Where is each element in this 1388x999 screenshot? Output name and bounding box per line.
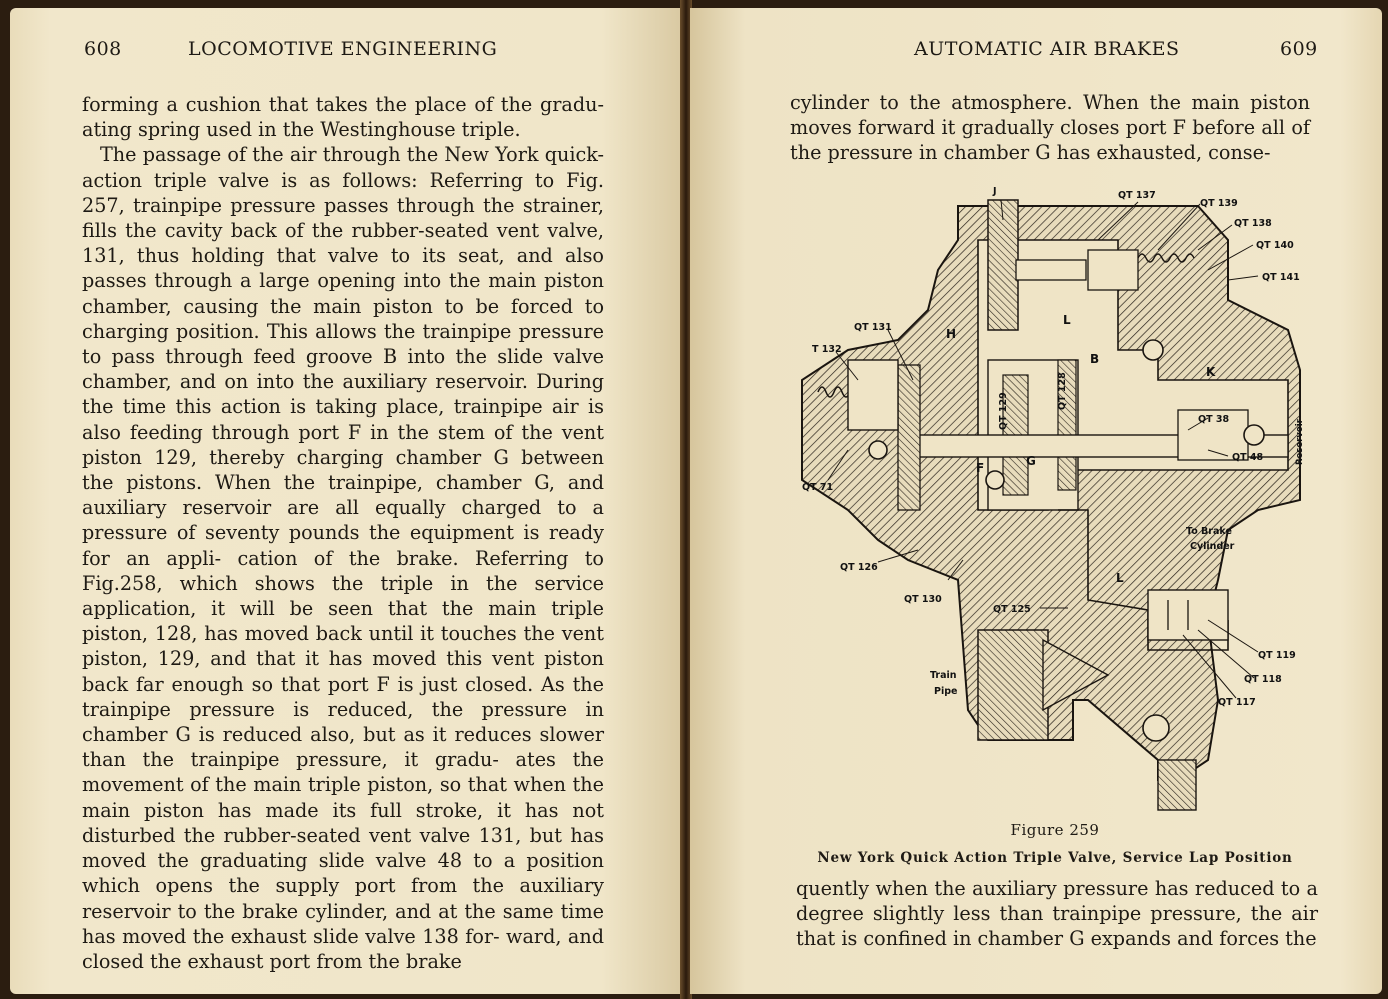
label-qt126: QT 126 [840,562,878,573]
bolt-hole-center [986,471,1004,489]
bolt-hole-bottom [1143,715,1169,741]
right-page [690,8,1382,994]
label-pipe: Pipe [934,686,958,697]
strainer-chamber [848,360,898,430]
left-page [10,8,682,994]
left-body-text [82,92,604,974]
label-reservoir: Reservoir [1295,419,1305,465]
label-g: G [1026,454,1036,468]
label-j: J [993,186,997,197]
label-qt141: QT 141 [1262,272,1300,283]
label-qt138: QT 138 [1234,218,1272,229]
paragraph-2: The passage of the air through the New York quick- action triple valve is as follows: Referring to Fig. 257, trainpipe pressure passes through the strainer, fills the cavity back of the rubber-seated vent valve, 131, thus holding that valve to its seat, and also passes through a large opening into the main piston chamber, causing the main piston to be forced to charging position. This allows the trainpipe pressure to pass through feed groove B into the slide valve chamber, and on into the auxiliary reservoir. During the time this action is taking place, trainpipe air is also feeding through port F in the stem of the vent piston 129, thereby charging chamber G between the pistons. When the trainpipe, chamber G, and auxiliary reservoir are all equally charged to a pressure of seventy pounds the equipment is ready for an appli- cation of the brake. Referring to Fig.258, which shows the triple in the service application, it will be seen that the main triple piston, 128, has moved back until it touches the vent piston, 129, and that it has moved this vent piston back far enough so that port F is just closed. As the trainpipe pressure is reduced, the pressure in chamber G is reduced also, but as it reduces slower than the trainpipe pressure, it gradu- ates the movement of the main triple piston, so that when the main piston has made its full stroke, it has not disturbed the rubber-seated vent valve 131, but has moved the graduating slide valve 48 to a position which opens the supply port from the auxiliary reservoir to the brake cylinder, and at the same time has moved the exhaust slide valve 138 for- ward, and closed the exhaust port from the brake [82,143,604,973]
triple-valve-diagram [788,180,1318,820]
label-qt48: QT 48 [1232,452,1264,463]
bottom-plug [1158,760,1196,810]
piston-rod-top [1016,260,1086,280]
label-qt130: QT 130 [904,594,942,605]
paragraph-1: forming a cushion that takes the place of the gradu- ating spring used in the Westinghouse triple. [82,93,604,142]
label-l-top: L [1063,313,1071,327]
label-qt129: QT 129 [998,392,1009,430]
bolt-hole-top [1143,340,1163,360]
label-qt118: QT 118 [1244,674,1282,685]
trainpipe-fitting [978,630,1048,740]
label-qt128: QT 128 [1057,372,1068,410]
bolt-hole-left [869,441,887,459]
label-l-mid: L [1116,571,1124,585]
label-qt38: QT 38 [1198,414,1230,425]
label-qt125: QT 125 [993,604,1031,615]
label-qt137: QT 137 [1118,190,1156,201]
label-t132: T 132 [812,344,842,355]
vent-valve-131 [898,365,920,510]
label-f: F [976,461,985,475]
left-page-number: 608 [84,38,122,60]
right-running-head: AUTOMATIC AIR BRAKES [914,38,1180,60]
label-qt71: QT 71 [802,482,834,493]
bolt-hole-right [1244,425,1264,445]
right-page-number: 609 [1280,38,1318,60]
exhaust-valve [1088,250,1138,290]
label-qt139: QT 139 [1200,198,1238,209]
figure-number: Figure 259 [1010,821,1100,839]
right-top-text: cylinder to the atmosphere. When the main piston moves forward it gradually closes port F before all of the pressure in chamber G has exhausted, conse- [790,91,1310,165]
label-qt119: QT 119 [1258,650,1296,661]
label-qt131: QT 131 [854,322,892,333]
label-h: H [946,327,957,341]
label-k: K [1206,365,1216,379]
label-qt140: QT 140 [1256,240,1294,251]
label-b: B [1090,352,1100,366]
label-to-brake: To Brake [1186,526,1232,537]
label-cylinder: Cylinder [1190,541,1235,552]
right-bottom-text: quently when the auxiliary pressure has reduced to a degree slightly less than trainpipe pressure, the air that is confined in chamber G expands and forces the [796,877,1318,951]
label-train: Train [930,670,957,681]
figure-title: New York Quick Action Triple Valve, Service Lap Position [817,850,1293,866]
label-qt117: QT 117 [1218,697,1256,708]
left-running-head: LOCOMOTIVE ENGINEERING [188,38,498,60]
